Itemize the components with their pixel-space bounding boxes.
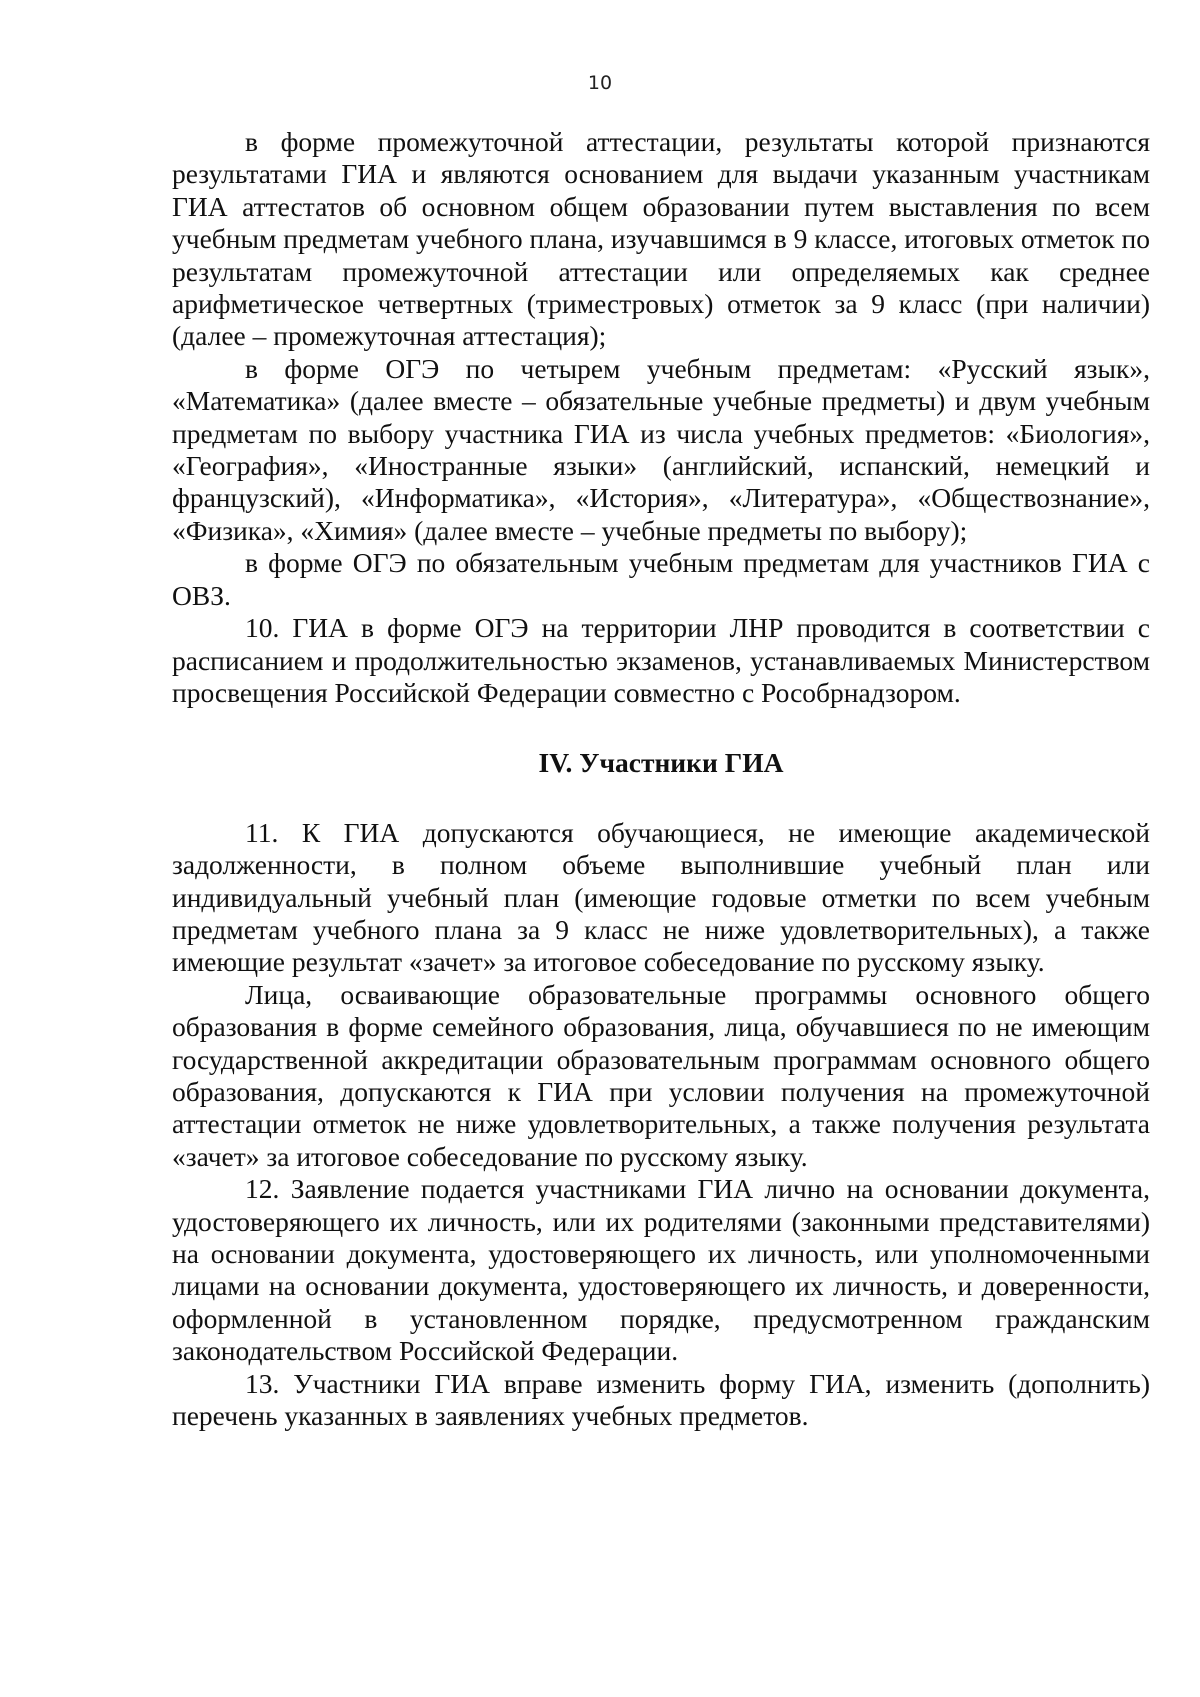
paragraph-oge-subjects: в форме ОГЭ по четырем учебным предметам: «Русский язык», «Математика» (далее вместе – обязательные учебные предметы) и двум учебным предметам по выбору участника ГИА из числа учебных предметов: «Биология», «География», «Иностранные языки» (английский, испанский, немецкий и французский), «Информатика», «История», «Литература», «Обществознание», «Физика», «Химия» (далее вместе – учебные предметы по выбору); [172,352,1150,546]
paragraph-item-10: 10. ГИА в форме ОГЭ на территории ЛНР проводится в соответствии с расписанием и продолжительностью экзаменов, устанавливаемых Министерством просвещения Российской Федерации совместно с Рособрнадзором. [172,612,1150,708]
section-heading: IV. Участники ГИА [538,747,784,779]
paragraph-intermediate-attestation: в форме промежуточной аттестации, результаты которой признаются результатами ГИА и являются основанием для выдачи указанным участникам ГИА аттестатов об основном общем образовании путем выставления по всем учебным предметам учебного плана, изучавшимся в 9 классе, итоговых отметок по результатам промежуточной аттестации или определяемых как среднее арифметическое четвертных (триместровых) отметок за 9 класс (при наличии) (далее – промежуточная аттестация); [172,126,1150,352]
page-number: 10 [587,72,613,94]
paragraph-family-education: Лица, осваивающие образовательные программы основного общего образования в форме семейного образования, лица, обучавшиеся по не имеющим государственной аккредитации образовательным программам основного общего образования, допускаются к ГИА при условии получения на промежуточной аттестации отметок не ниже удовлетворительных, а также получения результата «зачет» за итоговое собеседование по русскому языку. [172,978,1150,1172]
paragraph-oge-ovz: в форме ОГЭ по обязательным учебным предметам для участников ГИА с ОВЗ. [172,547,1150,611]
paragraph-item-13: 13. Участники ГИА вправе изменить форму ГИА, изменить (дополнить) перечень указанных в заявлениях учебных предметов. [172,1367,1150,1432]
paragraph-item-12: 12. Заявление подается участниками ГИА лично на основании документа, удостоверяющего их личность, или их родителями (законными представителями) на основании документа, удостоверяющего их личность, или уполномоченными лицами на основании документа, удостоверяющего их личность, и доверенности, оформленной в установленном порядке, предусмотренном гражданским законодательством Российской Федерации. [172,1173,1150,1367]
paragraph-item-11: 11. К ГИА допускаются обучающиеся, не имеющие академической задолженности, в полном объеме выполнившие учебный план или индивидуальный учебный план (имеющие годовые отметки по всем учебным предметам учебного плана за 9 класс не ниже удовлетворительных), а также имеющие результат «зачет» за итоговое собеседование по русскому языку. [172,816,1150,978]
document-body [172,126,1150,1432]
